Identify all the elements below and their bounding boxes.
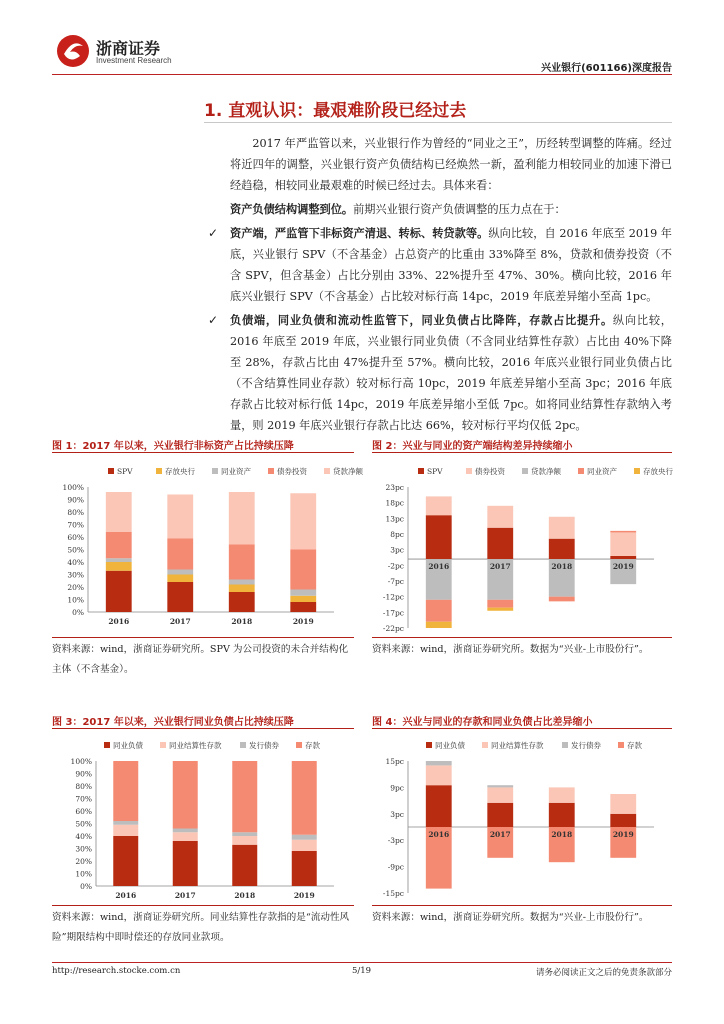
x-tick-label: 2016	[428, 830, 450, 839]
bar-segment	[610, 794, 636, 814]
bar-segment	[290, 493, 316, 549]
legend-swatch	[578, 468, 584, 474]
y-tick-label: 0%	[80, 882, 92, 891]
bar-segment	[610, 814, 636, 827]
fig2-title: 图 2：兴业与同业的资产端结构差异持续缩小	[372, 441, 573, 452]
legend-swatch	[212, 468, 218, 474]
bar-segment	[167, 575, 193, 583]
legend-label: 贷款净额	[531, 467, 561, 476]
y-tick-label: 8pc	[390, 530, 404, 539]
x-tick-label: 2019	[612, 562, 634, 572]
y-tick-label: 23pc	[385, 483, 404, 492]
bar-segment	[487, 600, 513, 608]
x-tick-label: 2018	[551, 830, 573, 839]
page-number: 5/19	[352, 966, 372, 976]
bar-segment	[232, 761, 257, 832]
legend-swatch	[482, 742, 488, 748]
y-tick-label: 10%	[75, 869, 92, 879]
bar-segment	[292, 851, 317, 886]
y-tick-label: 20%	[67, 583, 84, 592]
legend-swatch	[562, 742, 568, 748]
y-tick-label: 15pc	[385, 757, 404, 766]
bar-segment	[106, 571, 132, 612]
y-tick-label: 40%	[67, 558, 84, 567]
y-tick-label: 10%	[67, 595, 84, 605]
x-tick-label: 2017	[489, 830, 511, 839]
brand-subtitle: Investment Research	[96, 56, 172, 65]
y-tick-label: -3pc	[387, 836, 404, 846]
report-title: 兴业银行(601166)深度报告	[541, 63, 672, 74]
bar-segment	[173, 832, 198, 841]
bar-segment	[487, 787, 513, 802]
legend-label: 债券投资	[475, 467, 505, 476]
y-tick-label: -17pc	[382, 608, 404, 618]
y-tick-label: 60%	[67, 533, 84, 542]
legend-swatch	[296, 742, 302, 748]
footer-divider	[52, 962, 672, 963]
structure-lead-bold: 资产负债结构调整到位。	[230, 203, 354, 216]
bar-segment	[292, 761, 317, 835]
legend-swatch	[108, 468, 114, 474]
y-tick-label: -15pc	[382, 889, 404, 898]
footer-disclaimer: 请务必阅读正文之后的免责条款部分	[535, 968, 672, 978]
bar-segment	[173, 761, 198, 829]
y-tick-label: 100%	[62, 483, 84, 492]
legend-label: 贷款净额	[333, 467, 363, 476]
y-tick-label: 9pc	[390, 783, 404, 793]
bar-segment	[487, 785, 513, 787]
bar-segment	[229, 580, 255, 585]
y-tick-label: 3pc	[390, 809, 404, 819]
legend-label: 存放央行	[165, 467, 195, 476]
y-tick-label: 18pc	[385, 498, 404, 508]
bar-segment	[173, 841, 198, 886]
bar-segment	[290, 550, 316, 590]
bar-segment	[487, 608, 513, 611]
x-tick-label: 2016	[108, 617, 130, 626]
bar-segment	[173, 829, 198, 833]
bar-segment	[549, 539, 575, 559]
y-tick-label: 100%	[70, 757, 92, 766]
legend-swatch	[466, 468, 472, 474]
x-tick-label: 2018	[234, 891, 256, 900]
header-divider	[52, 74, 672, 75]
y-tick-label: 40%	[75, 832, 92, 841]
bullet-liability	[230, 310, 672, 436]
y-tick-label: -7pc	[387, 577, 404, 586]
check-icon: ✓	[208, 313, 219, 327]
structure-lead	[230, 199, 672, 220]
fig4-source: 资料来源：wind，浙商证券研究所。数据为“兴业-上市股份行”。	[372, 912, 649, 923]
company-logo	[56, 34, 90, 68]
legend-label: 同业负债	[113, 741, 143, 750]
y-tick-label: 0%	[72, 608, 84, 617]
y-tick-label: 13pc	[385, 514, 404, 524]
x-tick-label: 2019	[612, 830, 634, 839]
bar-segment	[610, 556, 636, 559]
section-rule	[204, 122, 672, 123]
bar-segment	[426, 765, 452, 785]
bar-segment	[610, 531, 636, 533]
check-icon: ✓	[208, 226, 219, 240]
legend-label: 债券投资	[277, 467, 307, 476]
bar-segment	[229, 492, 255, 545]
legend-swatch	[160, 742, 166, 748]
y-tick-label: 70%	[67, 520, 84, 530]
x-tick-label: 2018	[231, 617, 253, 626]
y-tick-label: 60%	[75, 807, 92, 816]
y-tick-label: 90%	[67, 495, 84, 505]
bar-segment	[229, 585, 255, 593]
legend-swatch	[156, 468, 162, 474]
bar-segment	[487, 528, 513, 559]
bar-segment	[292, 835, 317, 840]
legend-swatch	[324, 468, 330, 474]
fig3-title: 图 3：2017 年以来，兴业银行同业负债占比持续压降	[52, 717, 294, 728]
bar-segment	[426, 761, 452, 765]
legend-label: 存放央行	[643, 467, 673, 476]
fig4-chart	[372, 731, 672, 903]
bar-segment	[292, 840, 317, 851]
y-tick-label: 50%	[67, 545, 84, 555]
bar-segment	[549, 787, 575, 802]
bar-segment	[549, 803, 575, 827]
bar-segment	[426, 600, 452, 622]
bar-segment	[610, 532, 636, 556]
bar-segment	[426, 622, 452, 628]
bar-segment	[229, 592, 255, 612]
bar-segment	[290, 590, 316, 596]
bullet-liability-bold: 负债端，同业负债和流动性监管下，同业负债占比降阵，存款占比提升。	[230, 314, 613, 327]
legend-swatch	[618, 742, 624, 748]
bar-segment	[232, 845, 257, 886]
y-tick-label: 50%	[75, 819, 92, 829]
legend-label: 同业负债	[435, 741, 465, 750]
bar-segment	[487, 803, 513, 827]
legend-label: 同业结算性存款	[169, 741, 222, 750]
bar-segment	[487, 506, 513, 528]
x-tick-label: 2017	[174, 891, 196, 900]
bar-segment	[106, 558, 132, 562]
y-tick-label: 70%	[75, 794, 92, 804]
x-tick-label: 2016	[428, 562, 450, 572]
bullet-asset	[230, 223, 672, 307]
bullet-asset-text: 纵向比较，自 2016 年底至 2019 年底，兴业银行 SPV（不含基金）占总资产的比重由 33%降至 8%，贷款和债券投资（不含 SPV，但含基金）占比分别由 33%、22%提升至 47%、30%。横向比较，2016 年底兴业银行 SPV（不含基金）占比较对标行高 14pc，2019 年底差异缩小至高 1pc。	[230, 227, 672, 303]
bar-segment	[167, 538, 193, 569]
fig1-chart	[52, 455, 363, 635]
bar-segment	[113, 825, 138, 836]
bar-segment	[232, 832, 257, 836]
fig1-source: 资料来源：wind，浙商证券研究所。SPV 为公司投资的未合并结构化主体（不含基金）。	[52, 644, 349, 675]
fig2-chart	[372, 455, 672, 635]
fig3-source: 资料来源：wind，浙商证券研究所。同业结算性存款指的是“流动性风险”期限结构中即时偿还的存放同业款项。	[52, 912, 350, 943]
bullet-liability-text: 纵向比较，2016 年底至 2019 年底，兴业银行同业负债（不含同业结算性存款）占比由 40%下降至 28%，存款占比由 47%提升至 57%。横向比较，2016 年底兴业银行同业负债占比（不含结算性同业存款）较对标行高 10pc，2019 年底差异缩小至高 3pc；2016 年底存款占比较对标行低 14pc，2019 年底差异缩小至低 7pc。如将同业结算性存款纳入考量，则 2019 年底兴业银行存款占比达 66%，较对标行平均仅低 2pc。	[230, 314, 672, 432]
bar-segment	[290, 596, 316, 602]
x-tick-label: 2017	[489, 562, 511, 572]
bar-segment	[426, 515, 452, 559]
y-tick-label: -22pc	[382, 624, 404, 633]
bullet-asset-bold: 资产端，严监管下非标资产清退、转标、转贷款等。	[230, 227, 489, 240]
x-tick-label: 2017	[169, 617, 191, 626]
legend-label: 存款	[627, 741, 642, 750]
bar-segment	[426, 785, 452, 827]
y-tick-label: 80%	[75, 782, 92, 791]
x-tick-label: 2019	[293, 891, 315, 900]
y-tick-label: -9pc	[387, 862, 404, 872]
brand-name: 浙商证券	[96, 39, 161, 58]
section-title: 1. 直观认识：最艰难阶段已经过去	[204, 101, 467, 121]
bar-segment	[426, 496, 452, 515]
bar-segment	[549, 517, 575, 539]
legend-label: 同业资产	[587, 467, 617, 476]
legend-label: 发行债券	[571, 741, 601, 750]
y-tick-label: 3pc	[390, 545, 404, 555]
bar-segment	[167, 570, 193, 575]
y-tick-label: -12pc	[382, 592, 404, 602]
y-tick-label: 30%	[67, 570, 84, 580]
intro-paragraph: 2017 年严监管以来，兴业银行作为曾经的“同业之王”，历经转型调整的阵痛。经过将近四年的调整，兴业银行资产负债结构已经焕然一新，盈利能力相较同业的加速下滑已经趋稳，相较同业最艰难的时候已经过去。具体来看：	[230, 137, 672, 192]
legend-swatch	[240, 742, 246, 748]
legend-label: SPV	[427, 467, 443, 476]
y-tick-label: 30%	[75, 844, 92, 854]
bar-segment	[113, 836, 138, 886]
bar-segment	[113, 821, 138, 825]
legend-label: 存款	[305, 741, 320, 750]
legend-label: 同业结算性存款	[491, 741, 544, 750]
bar-segment	[113, 761, 138, 821]
fig4-title: 图 4：兴业与同业的存款和同业负债占比差异缩小	[372, 717, 593, 728]
bar-segment	[106, 532, 132, 558]
legend-swatch	[634, 468, 640, 474]
y-tick-label: 80%	[67, 508, 84, 517]
y-tick-label: 90%	[75, 769, 92, 779]
fig1-title: 图 1：2017 年以来，兴业银行非标资产占比持续压降	[52, 441, 294, 452]
fig3-chart	[52, 731, 354, 903]
fig2-source: 资料来源：wind，浙商证券研究所。数据为“兴业-上市股份行”。	[372, 644, 649, 655]
bar-segment	[232, 836, 257, 845]
bar-segment	[549, 597, 575, 602]
y-tick-label: 20%	[75, 857, 92, 866]
bar-segment	[167, 582, 193, 612]
legend-swatch	[418, 468, 424, 474]
legend-swatch	[104, 742, 110, 748]
bar-segment	[106, 492, 132, 532]
x-tick-label: 2016	[115, 891, 137, 900]
bar-segment	[229, 545, 255, 580]
footer-url[interactable]: http://research.stocke.com.cn	[52, 966, 181, 976]
bar-segment	[167, 495, 193, 539]
legend-label: 同业资产	[221, 467, 251, 476]
structure-lead-text: 前期兴业银行资产负债调整的压力点在于：	[353, 203, 566, 216]
x-tick-label: 2018	[551, 562, 573, 572]
x-tick-label: 2019	[292, 617, 314, 626]
legend-label: 发行债券	[249, 741, 279, 750]
y-tick-label: -2pc	[387, 561, 404, 571]
legend-swatch	[522, 468, 528, 474]
legend-swatch	[426, 742, 432, 748]
bar-segment	[290, 602, 316, 612]
bar-segment	[106, 562, 132, 571]
legend-label: SPV	[117, 467, 133, 476]
legend-swatch	[268, 468, 274, 474]
